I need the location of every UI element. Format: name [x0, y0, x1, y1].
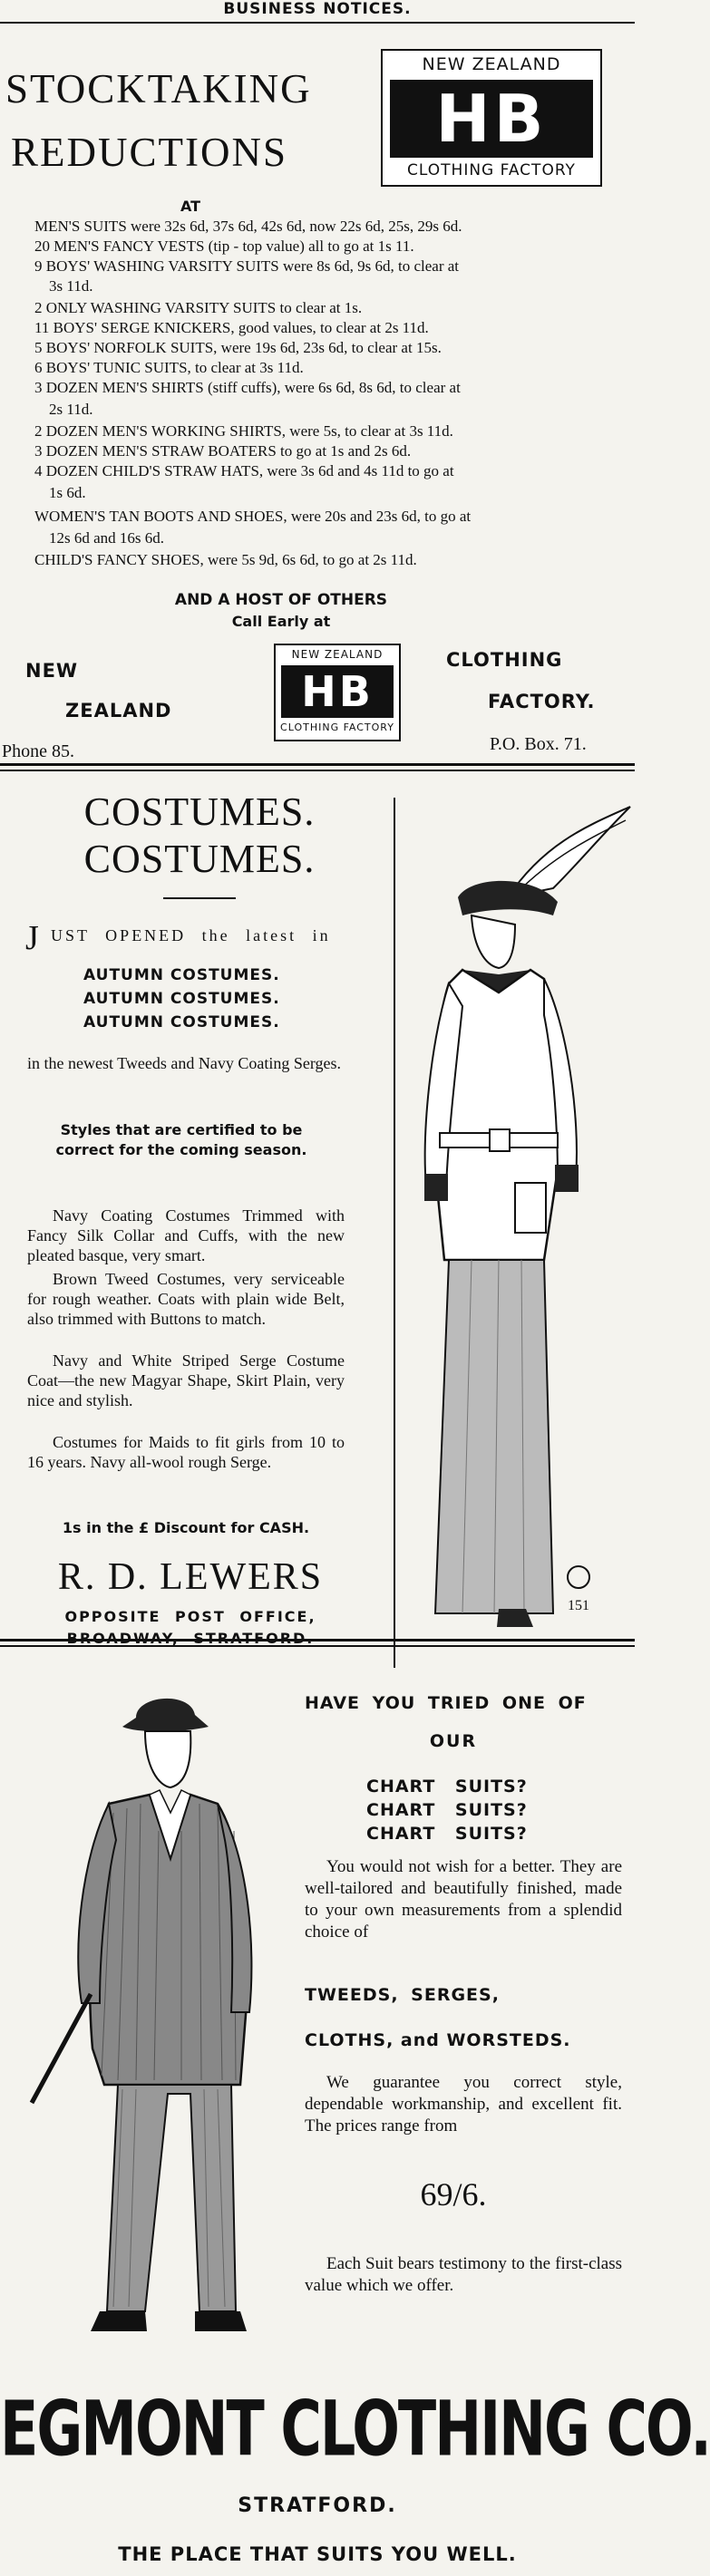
discount-line: 1s in the £ Discount for CASH. — [62, 1519, 310, 1536]
list-item: 9 BOYS' WASHING VARSITY SUITS were 8s 6d, 9s 6d, to clear at — [34, 257, 460, 275]
list-item: 5 BOYS' NORFOLK SUITS, were 19s 6d, 23s 6d, to clear at 15s. — [34, 339, 442, 356]
autumn-line: AUTUMN COSTUMES. — [83, 990, 280, 1008]
headline-stocktaking: STOCKTAKING — [5, 66, 312, 111]
list-item: 11 BOYS' SERGE KNICKERS, good values, to clear at 2s 11d. — [34, 319, 429, 336]
list-item: 1s 6d. — [49, 484, 86, 501]
section-rule — [0, 770, 635, 771]
fabrics-line-1: TWEEDS, SERGES, — [305, 1985, 500, 2005]
logo-monogram: HB — [301, 667, 374, 716]
paragraph-navy-coating: Navy Coating Costumes Trimmed with Fancy Silk Collar and Cuffs, with the new pleated basque, very smart. — [27, 1206, 345, 1264]
body-paragraph-3: Each Suit bears testimony to the first-class value which we offer. — [305, 2254, 622, 2295]
woman-costume-illustration — [408, 789, 635, 1641]
costumes-title-1: COSTUMES. — [83, 789, 316, 834]
list-item: 3s 11d. — [49, 277, 93, 295]
chart-suits-line: CHART SUITS? — [366, 1777, 528, 1796]
list-item: MEN'S SUITS were 32s 6d, 37s 6d, 42s 6d, now 22s 6d, 25s, 29s 6d. — [34, 218, 462, 235]
tweeds-line: in the newest Tweeds and Navy Coating Serges. — [27, 1054, 342, 1072]
logo-top-text: NEW ZEALAND — [291, 648, 384, 661]
section-rule — [0, 1645, 635, 1647]
paragraph-striped-serge: Navy and White Striped Serge Costume Coat—the new Magyar Shape, Skirt Plain, very nice and stylish. — [27, 1351, 345, 1409]
man-suit-illustration — [9, 1677, 299, 2393]
list-item: WOMEN'S TAN BOOTS AND SHOES, were 20s and 23s 6d, to go at — [34, 508, 472, 525]
egmont-firm-name: EGMONT CLOTHING CO. — [0, 2384, 710, 2474]
list-item: 2s 11d. — [49, 401, 93, 418]
address-line-1: OPPOSITE POST OFFICE, — [64, 1608, 316, 1625]
logo-monogram-panel — [390, 80, 593, 158]
logo-bottom-text: CLOTHING FACTORY — [407, 161, 576, 179]
hb-logo-small — [274, 644, 401, 741]
logo-bottom-text: CLOTHING FACTORY — [280, 721, 394, 733]
list-item: 3 DOZEN MEN'S STRAW BOATERS to go at 1s and 2s 6d. — [34, 442, 412, 460]
chart-suits-block — [366, 1775, 528, 1845]
egmont-town: STRATFORD. — [238, 2494, 397, 2517]
call-line: Call Early at — [231, 613, 331, 630]
footer-clothing: CLOTHING — [446, 649, 563, 671]
body-paragraph-1: You would not wish for a better. They are well-tailored and beautifully finished, made to your own measurements from a splendid choice of — [305, 1857, 622, 1942]
list-item: 20 MEN'S FANCY VESTS (tip - top value) all to go at 1s 11. — [34, 237, 414, 255]
short-rule — [163, 897, 236, 899]
logo-top-text: NEW ZEALAND — [422, 54, 561, 74]
section-rule — [0, 1639, 635, 1641]
list-item: 3 DOZEN MEN'S SHIRTS (stiff cuffs), were 6s 6d, 8s 6d, to clear at — [34, 379, 461, 396]
list-item: 12s 6d and 16s 6d. — [49, 529, 165, 547]
header-rule — [0, 22, 635, 24]
hb-logo-large — [381, 49, 602, 187]
fabrics-line-2: CLOTHS, and WORSTEDS. — [305, 2030, 571, 2050]
paragraph-maids: Costumes for Maids to fit girls from 10 to 16 years. Navy all-wool rough Serge. — [27, 1433, 345, 1471]
page-header: BUSINESS NOTICES. — [223, 0, 412, 18]
po-box: P.O. Box. 71. — [490, 734, 587, 754]
question-line-2: OUR — [429, 1731, 478, 1751]
list-item: 2 ONLY WASHING VARSITY SUITS to clear at 1s. — [34, 299, 363, 316]
lewers-firm-name: R. D. LEWERS — [57, 1556, 324, 1598]
chart-suits-line: CHART SUITS? — [366, 1800, 528, 1820]
headline-reductions: REDUCTIONS — [11, 130, 288, 175]
price: 69/6. — [420, 2176, 487, 2213]
body-paragraph-2: We guarantee you correct style, dependable workmanship, and excellent fit. The prices range from — [305, 2073, 622, 2135]
logo-monogram-panel — [281, 665, 394, 718]
costumes-title-2: COSTUMES. — [83, 837, 316, 881]
paragraph-brown-tweed: Brown Tweed Costumes, very serviceable for rough weather. Coats with plain wide Belt, also trimmed with Buttons to match. — [27, 1270, 345, 1328]
column-divider — [394, 798, 395, 1668]
intro-line: UST OPENED the latest in — [51, 926, 331, 944]
egmont-slogan: THE PLACE THAT SUITS YOU WELL. — [118, 2543, 517, 2565]
at-label: AT — [180, 198, 201, 215]
question-line-1: HAVE YOU TRIED ONE OF — [305, 1693, 587, 1713]
autumn-line: AUTUMN COSTUMES. — [83, 966, 280, 984]
logo-monogram: HB — [435, 81, 548, 157]
phone-number: Phone 85. — [2, 741, 74, 761]
drop-cap: J — [25, 919, 39, 957]
list-item: CHILD'S FANCY SHOES, were 5s 9d, 6s 6d, to go at 2s 11d. — [34, 551, 417, 568]
host-line: AND A HOST OF OTHERS — [174, 591, 388, 609]
chart-suits-line: CHART SUITS? — [366, 1824, 528, 1844]
autumn-line: AUTUMN COSTUMES. — [83, 1013, 280, 1031]
illustration-mark: 151 — [568, 1598, 589, 1613]
list-item: 4 DOZEN CHILD'S STRAW HATS, were 3s 6d and 4s 11d to go at — [34, 462, 454, 479]
section-rule — [0, 763, 635, 766]
list-item: 6 BOYS' TUNIC SUITS, to clear at 3s 11d. — [34, 359, 304, 376]
footer-new: NEW — [25, 660, 79, 682]
footer-zealand: ZEALAND — [65, 700, 172, 721]
footer-factory: FACTORY. — [488, 691, 596, 712]
list-item: 2 DOZEN MEN'S WORKING SHIRTS, were 5s, to clear at 3s 11d. — [34, 422, 453, 440]
styles-line: Styles that are certified to be correct for the coming season. — [55, 1121, 307, 1158]
